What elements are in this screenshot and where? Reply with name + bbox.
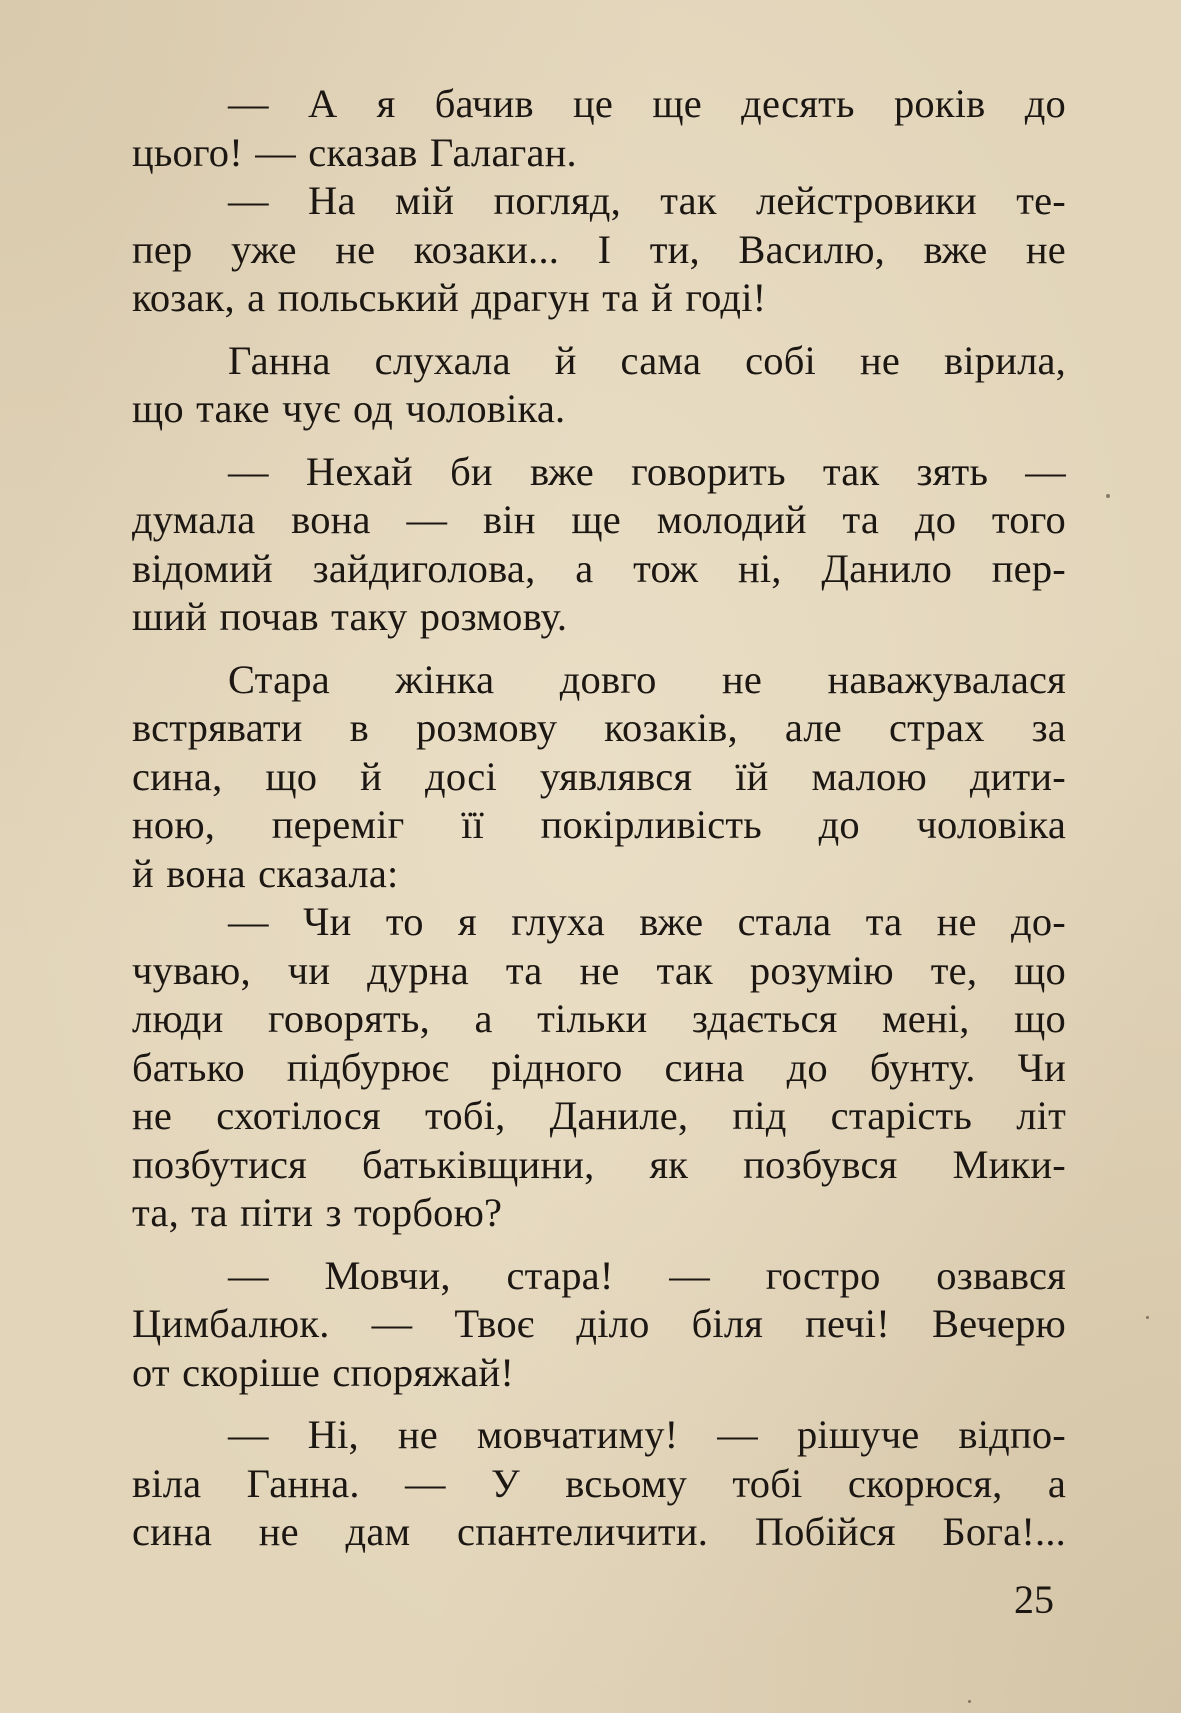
paragraph-3: [132, 337, 1066, 434]
text-line: батько підбурює рідного сина до бунту. Чи: [132, 1044, 1066, 1090]
text-line: встрявати в розмову козаків, але страх за: [132, 705, 1066, 750]
text-line: ший почав таку розмову.: [132, 594, 568, 639]
text-line: — На мій погляд, так лейстровики те-: [228, 178, 1066, 223]
text-line: й вона сказала:: [132, 850, 399, 896]
paragraph-4: [132, 448, 1066, 642]
text-line: — Нехай би вже говорить так зять —: [228, 448, 1066, 494]
text-line: — А я бачив це ще десять років до: [228, 81, 1066, 126]
text-line: Стара жінка довго не наважувалася: [228, 656, 1066, 702]
text-line: віла Ганна. — У всьому тобі скорюся, а: [132, 1460, 1066, 1506]
text-line: не схотілося тобі, Даниле, під старість літ: [132, 1093, 1066, 1138]
text-line: позбутися батьківщини, як позбувся Мики-: [132, 1141, 1066, 1187]
paper-speck: [968, 1700, 971, 1703]
text-line: Ганна слухала й сама собі не вірила,: [228, 337, 1066, 383]
text-line: Цимбалюк. — Твоє діло біля печі! Вечерю: [132, 1301, 1066, 1346]
paragraph-8: [132, 1411, 1066, 1557]
text-line: сина, що й досі уявлявся їй малою дити-: [132, 753, 1066, 799]
text-line: та, та піти з торбою?: [132, 1190, 503, 1235]
text-line: думала вона — він ще молодий та до того: [132, 497, 1066, 542]
paragraph-7: [132, 1252, 1066, 1398]
text-line: — Ні, не мовчатиму! — рішуче відпо-: [228, 1412, 1066, 1457]
paper-speck: [1146, 1316, 1149, 1319]
text-line: сина не дам спантеличити. Побійся Бога!...: [132, 1509, 1066, 1554]
text-line: — Мовчи, стара! — гостро озвався: [228, 1252, 1066, 1298]
paragraph-5: [132, 656, 1066, 899]
text-line: чуваю, чи дурна та не так розумію те, що: [132, 947, 1066, 993]
text-line: от скоріше споряжай!: [132, 1349, 515, 1395]
text-line: — Чи то я глуха вже стала та не до-: [228, 899, 1066, 944]
body-text: [132, 80, 1066, 1571]
paragraph-1: [132, 80, 1066, 177]
text-line: пер уже не козаки... І ти, Василю, вже не: [132, 226, 1066, 272]
text-line: відомий зайдиголова, а тож ні, Данило пер-: [132, 545, 1066, 591]
page-number: 25: [1014, 1577, 1054, 1622]
text-line: цього! — сказав Галаган.: [132, 129, 577, 175]
paper-speck: [1106, 494, 1110, 498]
text-line: ною, переміг її покірливість до чоловіка: [132, 802, 1066, 847]
paragraph-6: [132, 898, 1066, 1238]
text-line: що таке чує од чоловіка.: [132, 386, 566, 431]
paragraph-2: [132, 177, 1066, 323]
text-line: люди говорять, а тільки здається мені, що: [132, 996, 1066, 1041]
text-line: козак, а польський драгун та й годі!: [132, 275, 767, 320]
